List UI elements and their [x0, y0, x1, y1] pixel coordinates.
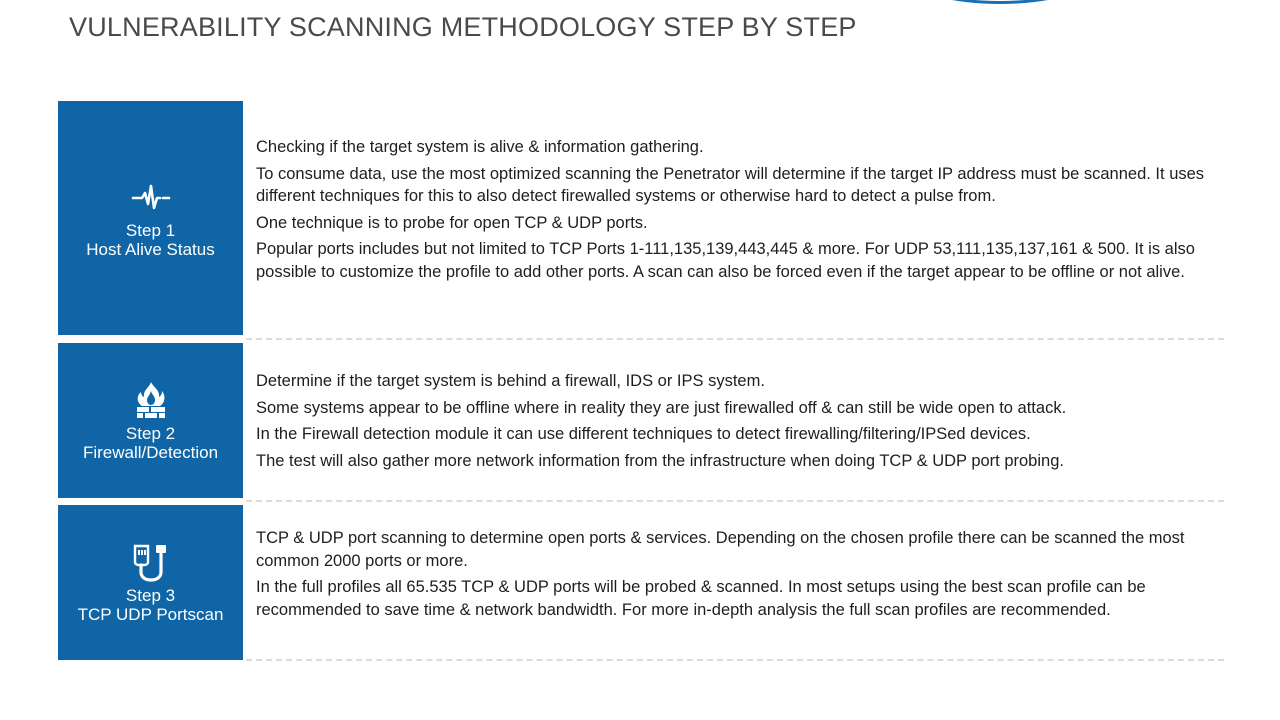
- step-row-firewall-detection: [58, 343, 1224, 501]
- step-paragraph: In the full profiles all 65.535 TCP & UDP ports will be probed & scanned. In most setups using the best scan profile can be recommended to save time & network bandwidth. For more in-depth analysis the full scan profiles are recommended.: [256, 578, 1146, 619]
- title-decoration-arc: [910, 0, 1090, 4]
- step-row-portscan: [58, 505, 1224, 661]
- step-2-description: [256, 370, 1224, 476]
- firewall-icon: [131, 380, 171, 420]
- step-paragraph: Determine if the target system is behind a firewall, IDS or IPS system.: [256, 372, 765, 390]
- step-number: Step 1: [125, 221, 176, 240]
- row-divider: [246, 659, 1224, 661]
- step-2-box: [58, 343, 243, 498]
- step-paragraph: In the Firewall detection module it can use different techniques to detect firewalling/filtering/IPSed devices.: [256, 425, 1031, 443]
- step-3-description: [256, 527, 1224, 625]
- step-paragraph: The test will also gather more network information from the infrastructure when doing TCP & UDP port probing.: [256, 451, 1064, 470]
- step-name: Firewall/Detection: [82, 442, 219, 462]
- step-paragraph: TCP & UDP port scanning to determine open ports & services. Depending on the chosen profile there can be scanned the most common 2000 ports or more.: [256, 529, 1185, 570]
- step-3-box: [58, 505, 243, 660]
- page-title: VULNERABILITY SCANNING METHODOLOGY STEP BY STEP: [69, 12, 857, 42]
- step-paragraph: Popular ports includes but not limited to TCP Ports 1-111,135,139,443,445 & more. For UDP 53,111,135,137,161 & 500. It is also possible to customize the profile to add other ports. A scan can also be forced even if the target appear to be offline or not alive.: [256, 240, 1195, 281]
- step-name: Host Alive Status: [86, 240, 215, 259]
- step-1-description: [256, 136, 1224, 287]
- step-row-host-alive: [58, 101, 1224, 337]
- step-name: TCP UDP Portscan: [77, 604, 224, 624]
- step-1-box: [58, 101, 243, 335]
- row-divider: [246, 500, 1224, 502]
- ethernet-port-icon: [131, 542, 171, 582]
- step-paragraph: To consume data, use the most optimized scanning the Penetrator will determine if the target IP address must be scanned. It uses different techniques for this to also detect firewalled systems or otherwise hard to detect a pulse from.: [256, 164, 1205, 205]
- heartbeat-icon: [131, 177, 171, 217]
- step-number: Step 3: [125, 585, 176, 605]
- step-number: Step 2: [125, 423, 176, 443]
- row-divider: [246, 338, 1224, 340]
- step-paragraph: One technique is to probe for open TCP & UDP ports.: [256, 213, 648, 232]
- step-paragraph: Some systems appear to be offline where in reality they are just firewalled off & can still be wide open to attack.: [256, 398, 1067, 417]
- step-paragraph: Checking if the target system is alive & information gathering.: [256, 138, 704, 156]
